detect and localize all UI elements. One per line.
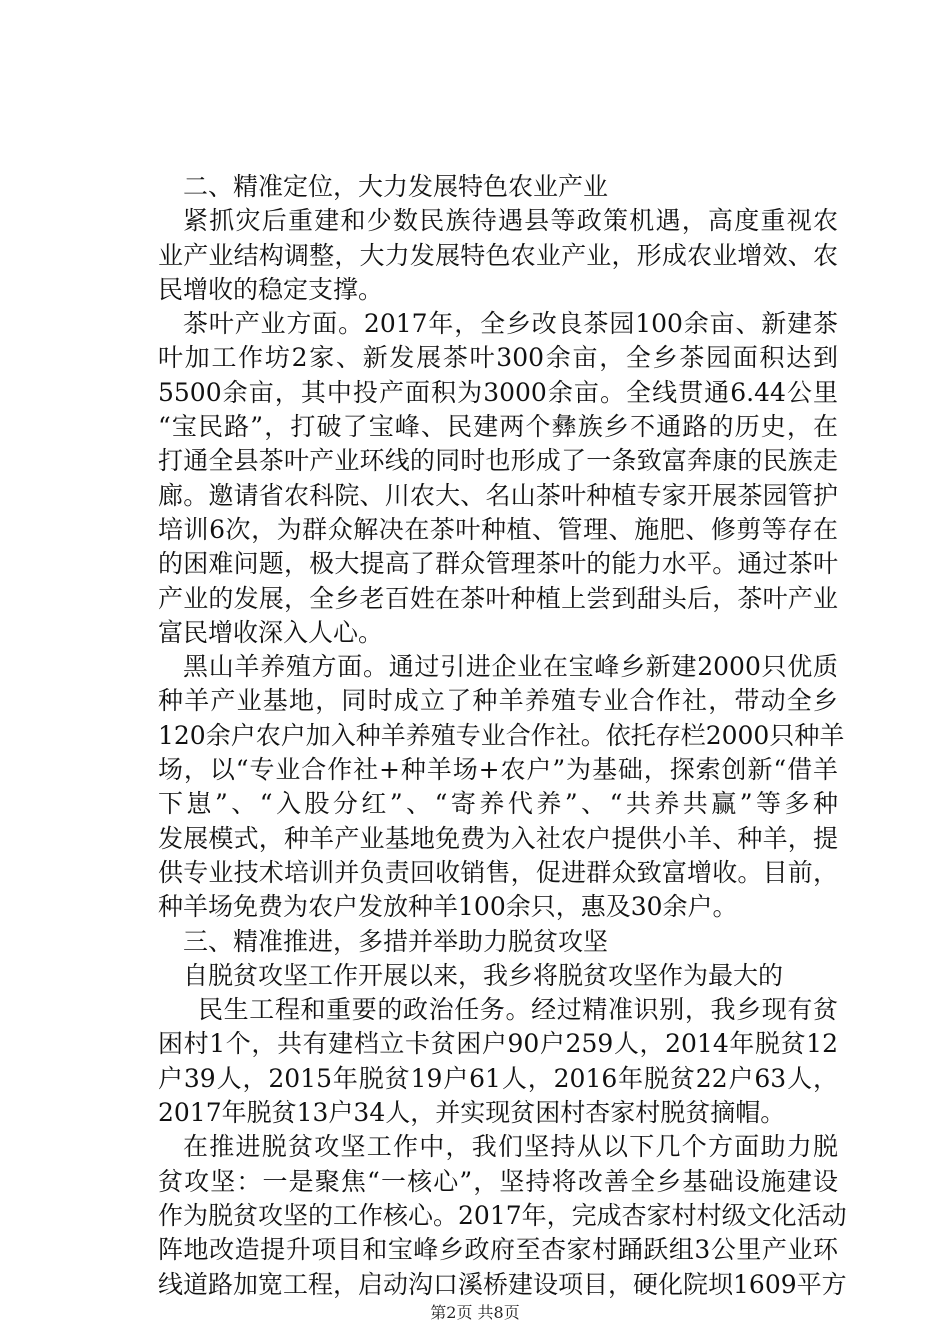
paragraph-line: 发展模式，种羊产业基地免费为入社农户提供小羊、种羊，提	[158, 823, 838, 853]
paragraph-line: 120余户农户加入种羊养殖专业合作社。依托存栏2000只种羊	[158, 720, 845, 750]
paragraph-line: 2017年脱贫13户34人，并实现贫困村杏家村脱贫摘帽。	[158, 1098, 786, 1128]
paragraph-line: “宝民路”，打破了宝峰、民建两个彝族乡不通路的历史，在	[158, 412, 838, 442]
paragraph-line: 茶叶产业方面。2017年，全乡改良茶园100余亩、新建茶	[183, 309, 838, 339]
paragraph-line: 种羊场免费为农户发放种羊100余只，惠及30余户。	[158, 892, 738, 922]
section-heading-3: 三、精准推进，多措并举助力脱贫攻坚	[183, 926, 609, 956]
paragraph-line: 业产业结构调整，大力发展特色农业产业，形成农业增效、农	[158, 240, 838, 270]
paragraph-line: 民生工程和重要的政治任务。经过精准识别，我乡现有贫	[198, 995, 838, 1025]
paragraph-line: 产业的发展，全乡老百姓在茶叶种植上尝到甜头后，茶叶产业	[158, 583, 838, 613]
paragraph-line: 阵地改造提升项目和宝峰乡政府至杏家村踊跃组3公里产业环	[158, 1235, 838, 1265]
section-heading-2: 二、精准定位，大力发展特色农业产业	[183, 172, 609, 201]
paragraph-line: 下崽”、“入股分红”、“寄养代养”、“共养共赢”等多种	[158, 789, 838, 819]
paragraph-line: 5500余亩，其中投产面积为3000余亩。全线贯通6.44公里	[158, 377, 838, 407]
paragraph-line: 供专业技术培训并负责回收销售，促进群众致富增收。目前，	[158, 857, 838, 887]
paragraph-line: 作为脱贫攻坚的工作核心。2017年，完成杏家村村级文化活动	[158, 1200, 847, 1230]
paragraph-line: 打通全县茶叶产业环线的同时也形成了一条致富奔康的民族走	[158, 446, 838, 476]
paragraph-line: 场，以“专业合作社+种羊场+农户”为基础，探索创新“借羊	[158, 755, 838, 785]
paragraph-line: 紧抓灾后重建和少数民族待遇县等政策机遇，高度重视农	[183, 206, 838, 236]
paragraph-line: 叶加工作坊2家、新发展茶叶300余亩，全乡茶园面积达到	[158, 343, 838, 373]
paragraph-line: 培训6次，为群众解决在茶叶种植、管理、施肥、修剪等存在	[158, 514, 838, 544]
paragraph-line: 在推进脱贫攻坚工作中，我们坚持从以下几个方面助力脱	[183, 1132, 838, 1162]
paragraph-line: 的困难问题，极大提高了群众管理茶叶的能力水平。通过茶叶	[158, 549, 838, 579]
paragraph-line: 线道路加宽工程，启动沟口溪桥建设项目，硬化院坝1609平方	[158, 1269, 847, 1299]
paragraph-line: 困村1个，共有建档立卡贫困户90户259人，2014年脱贫12	[158, 1029, 838, 1059]
paragraph-line: 廊。邀请省农科院、川农大、名山茶叶种植专家开展茶园管护	[158, 480, 838, 510]
paragraph-line: 户39人，2015年脱贫19户61人，2016年脱贫22户63人，	[158, 1063, 838, 1093]
paragraph-line: 民增收的稳定支撑。	[158, 274, 384, 304]
paragraph-line: 富民增收深入人心。	[158, 617, 384, 647]
paragraph-line: 自脱贫攻坚工作开展以来，我乡将脱贫攻坚作为最大的	[183, 960, 784, 990]
paragraph-line: 黑山羊养殖方面。通过引进企业在宝峰乡新建2000只优质	[183, 652, 838, 682]
page-footer: 第2页 共8页	[430, 1303, 520, 1322]
document-body	[158, 170, 847, 1302]
paragraph-line: 种羊产业基地，同时成立了种羊养殖专业合作社，带动全乡	[158, 686, 838, 716]
paragraph-line: 贫攻坚：一是聚焦“一核心”，坚持将改善全乡基础设施建设	[158, 1166, 838, 1196]
